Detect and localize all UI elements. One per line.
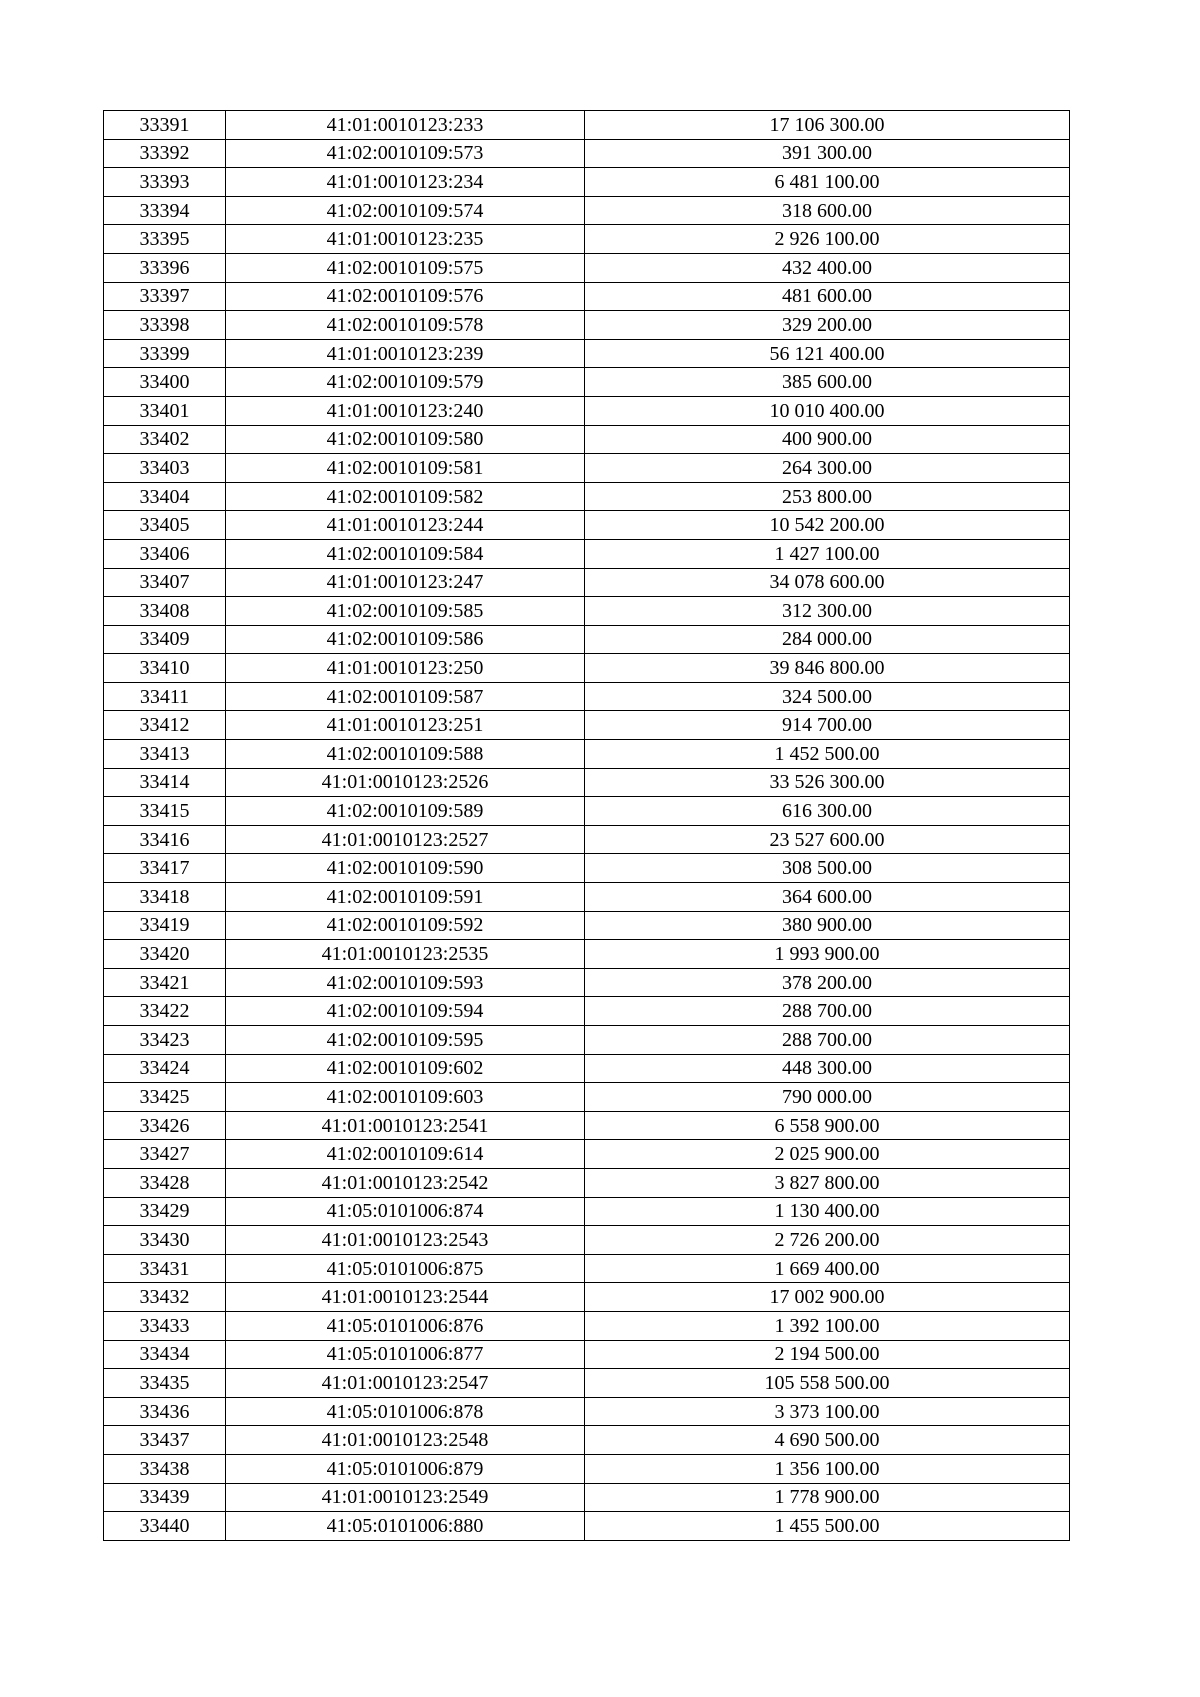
cadastral-number-cell: 41:02:0010109:590 <box>226 854 585 883</box>
value-cell: 790 000.00 <box>585 1083 1070 1112</box>
cadastral-number-cell: 41:01:0010123:2548 <box>226 1426 585 1455</box>
value-cell: 2 194 500.00 <box>585 1340 1070 1369</box>
table-row <box>104 1111 1070 1140</box>
cadastral-number-cell: 41:05:0101006:874 <box>226 1197 585 1226</box>
table-row <box>104 1026 1070 1055</box>
row-number-cell: 33434 <box>104 1340 226 1369</box>
row-number-cell: 33396 <box>104 253 226 282</box>
value-cell: 329 200.00 <box>585 311 1070 340</box>
row-number-cell: 33406 <box>104 539 226 568</box>
row-number-cell: 33436 <box>104 1397 226 1426</box>
value-cell: 253 800.00 <box>585 482 1070 511</box>
table-body <box>104 111 1070 1541</box>
value-cell: 6 558 900.00 <box>585 1111 1070 1140</box>
value-cell: 1 392 100.00 <box>585 1311 1070 1340</box>
value-cell: 400 900.00 <box>585 425 1070 454</box>
table-row <box>104 425 1070 454</box>
cadastral-number-cell: 41:05:0101006:880 <box>226 1512 585 1541</box>
cadastral-number-cell: 41:01:0010123:2547 <box>226 1369 585 1398</box>
cadastral-number-cell: 41:02:0010109:573 <box>226 139 585 168</box>
row-number-cell: 33409 <box>104 625 226 654</box>
table-row <box>104 654 1070 683</box>
cadastral-number-cell: 41:05:0101006:878 <box>226 1397 585 1426</box>
cadastral-number-cell: 41:02:0010109:575 <box>226 253 585 282</box>
cadastral-number-cell: 41:02:0010109:579 <box>226 368 585 397</box>
cadastral-number-cell: 41:01:0010123:250 <box>226 654 585 683</box>
cadastral-number-cell: 41:01:0010123:2542 <box>226 1168 585 1197</box>
table-row <box>104 768 1070 797</box>
value-cell: 105 558 500.00 <box>585 1369 1070 1398</box>
cadastral-number-cell: 41:02:0010109:578 <box>226 311 585 340</box>
row-number-cell: 33420 <box>104 940 226 969</box>
value-cell: 3 827 800.00 <box>585 1168 1070 1197</box>
table-row <box>104 1311 1070 1340</box>
cadastral-number-cell: 41:02:0010109:587 <box>226 682 585 711</box>
cadastral-number-cell: 41:05:0101006:875 <box>226 1254 585 1283</box>
cadastral-number-cell: 41:05:0101006:879 <box>226 1454 585 1483</box>
row-number-cell: 33411 <box>104 682 226 711</box>
table-row <box>104 997 1070 1026</box>
row-number-cell: 33435 <box>104 1369 226 1398</box>
cadastral-number-cell: 41:01:0010123:244 <box>226 511 585 540</box>
row-number-cell: 33440 <box>104 1512 226 1541</box>
value-cell: 34 078 600.00 <box>585 568 1070 597</box>
cadastral-number-cell: 41:01:0010123:2549 <box>226 1483 585 1512</box>
cadastral-number-cell: 41:01:0010123:233 <box>226 111 585 140</box>
cadastral-number-cell: 41:02:0010109:603 <box>226 1083 585 1112</box>
row-number-cell: 33423 <box>104 1026 226 1055</box>
row-number-cell: 33418 <box>104 883 226 912</box>
table-row <box>104 1454 1070 1483</box>
table-row <box>104 854 1070 883</box>
value-cell: 914 700.00 <box>585 711 1070 740</box>
table-row <box>104 225 1070 254</box>
row-number-cell: 33413 <box>104 740 226 769</box>
value-cell: 2 025 900.00 <box>585 1140 1070 1169</box>
table-row <box>104 454 1070 483</box>
row-number-cell: 33430 <box>104 1226 226 1255</box>
value-cell: 17 002 900.00 <box>585 1283 1070 1312</box>
table-row <box>104 368 1070 397</box>
cadastral-number-cell: 41:02:0010109:576 <box>226 282 585 311</box>
table-row <box>104 311 1070 340</box>
cadastral-number-cell: 41:02:0010109:594 <box>226 997 585 1026</box>
table-row <box>104 1483 1070 1512</box>
row-number-cell: 33405 <box>104 511 226 540</box>
cadastral-number-cell: 41:02:0010109:584 <box>226 539 585 568</box>
row-number-cell: 33399 <box>104 339 226 368</box>
cadastral-number-cell: 41:02:0010109:595 <box>226 1026 585 1055</box>
row-number-cell: 33424 <box>104 1054 226 1083</box>
value-cell: 39 846 800.00 <box>585 654 1070 683</box>
cadastral-number-cell: 41:01:0010123:2526 <box>226 768 585 797</box>
value-cell: 264 300.00 <box>585 454 1070 483</box>
table-row <box>104 1054 1070 1083</box>
cadastral-number-cell: 41:02:0010109:585 <box>226 597 585 626</box>
row-number-cell: 33393 <box>104 168 226 197</box>
table-row <box>104 1426 1070 1455</box>
table-row <box>104 625 1070 654</box>
table-row <box>104 911 1070 940</box>
value-cell: 378 200.00 <box>585 968 1070 997</box>
value-cell: 616 300.00 <box>585 797 1070 826</box>
row-number-cell: 33408 <box>104 597 226 626</box>
row-number-cell: 33438 <box>104 1454 226 1483</box>
table-row <box>104 139 1070 168</box>
row-number-cell: 33419 <box>104 911 226 940</box>
table-row <box>104 968 1070 997</box>
value-cell: 3 373 100.00 <box>585 1397 1070 1426</box>
cadastral-number-cell: 41:01:0010123:2543 <box>226 1226 585 1255</box>
table-row <box>104 797 1070 826</box>
value-cell: 23 527 600.00 <box>585 825 1070 854</box>
value-cell: 1 993 900.00 <box>585 940 1070 969</box>
row-number-cell: 33410 <box>104 654 226 683</box>
value-cell: 380 900.00 <box>585 911 1070 940</box>
row-number-cell: 33395 <box>104 225 226 254</box>
row-number-cell: 33433 <box>104 1311 226 1340</box>
cadastral-number-cell: 41:02:0010109:581 <box>226 454 585 483</box>
value-cell: 1 452 500.00 <box>585 740 1070 769</box>
table-row <box>104 253 1070 282</box>
row-number-cell: 33391 <box>104 111 226 140</box>
row-number-cell: 33394 <box>104 196 226 225</box>
value-cell: 56 121 400.00 <box>585 339 1070 368</box>
value-cell: 10 542 200.00 <box>585 511 1070 540</box>
row-number-cell: 33421 <box>104 968 226 997</box>
cadastral-number-cell: 41:02:0010109:592 <box>226 911 585 940</box>
table-row <box>104 568 1070 597</box>
value-cell: 391 300.00 <box>585 139 1070 168</box>
cadastral-number-cell: 41:01:0010123:251 <box>226 711 585 740</box>
cadastral-number-cell: 41:02:0010109:591 <box>226 883 585 912</box>
table-row <box>104 196 1070 225</box>
row-number-cell: 33397 <box>104 282 226 311</box>
cadastral-number-cell: 41:02:0010109:582 <box>226 482 585 511</box>
row-number-cell: 33403 <box>104 454 226 483</box>
table-row <box>104 682 1070 711</box>
value-cell: 432 400.00 <box>585 253 1070 282</box>
value-cell: 2 726 200.00 <box>585 1226 1070 1255</box>
value-cell: 318 600.00 <box>585 196 1070 225</box>
table-row <box>104 940 1070 969</box>
row-number-cell: 33439 <box>104 1483 226 1512</box>
value-cell: 1 778 900.00 <box>585 1483 1070 1512</box>
row-number-cell: 33400 <box>104 368 226 397</box>
cadastral-number-cell: 41:01:0010123:247 <box>226 568 585 597</box>
row-number-cell: 33412 <box>104 711 226 740</box>
table-row <box>104 1340 1070 1369</box>
value-cell: 1 669 400.00 <box>585 1254 1070 1283</box>
row-number-cell: 33428 <box>104 1168 226 1197</box>
table-row <box>104 1083 1070 1112</box>
value-cell: 385 600.00 <box>585 368 1070 397</box>
cadastral-number-cell: 41:02:0010109:589 <box>226 797 585 826</box>
value-cell: 2 926 100.00 <box>585 225 1070 254</box>
cadastral-number-cell: 41:01:0010123:235 <box>226 225 585 254</box>
table-row <box>104 711 1070 740</box>
row-number-cell: 33416 <box>104 825 226 854</box>
row-number-cell: 33422 <box>104 997 226 1026</box>
cadastral-number-cell: 41:01:0010123:239 <box>226 339 585 368</box>
cadastral-number-cell: 41:01:0010123:2527 <box>226 825 585 854</box>
table-row <box>104 511 1070 540</box>
table-row <box>104 740 1070 769</box>
table-row <box>104 1283 1070 1312</box>
row-number-cell: 33402 <box>104 425 226 454</box>
row-number-cell: 33398 <box>104 311 226 340</box>
value-cell: 10 010 400.00 <box>585 396 1070 425</box>
cadastral-number-cell: 41:05:0101006:877 <box>226 1340 585 1369</box>
table-row <box>104 282 1070 311</box>
table-row <box>104 1254 1070 1283</box>
table-row <box>104 1168 1070 1197</box>
value-cell: 4 690 500.00 <box>585 1426 1070 1455</box>
value-cell: 33 526 300.00 <box>585 768 1070 797</box>
value-cell: 481 600.00 <box>585 282 1070 311</box>
row-number-cell: 33426 <box>104 1111 226 1140</box>
value-cell: 17 106 300.00 <box>585 111 1070 140</box>
cadastral-number-cell: 41:02:0010109:614 <box>226 1140 585 1169</box>
table-row <box>104 539 1070 568</box>
row-number-cell: 33414 <box>104 768 226 797</box>
cadastral-number-cell: 41:01:0010123:2541 <box>226 1111 585 1140</box>
table-row <box>104 1369 1070 1398</box>
cadastral-number-cell: 41:02:0010109:602 <box>226 1054 585 1083</box>
cadastral-number-cell: 41:02:0010109:586 <box>226 625 585 654</box>
data-table <box>103 110 1070 1541</box>
value-cell: 324 500.00 <box>585 682 1070 711</box>
cadastral-number-cell: 41:02:0010109:588 <box>226 740 585 769</box>
value-cell: 1 427 100.00 <box>585 539 1070 568</box>
table-row <box>104 883 1070 912</box>
cadastral-number-cell: 41:05:0101006:876 <box>226 1311 585 1340</box>
cadastral-number-cell: 41:02:0010109:580 <box>226 425 585 454</box>
table-row <box>104 339 1070 368</box>
row-number-cell: 33407 <box>104 568 226 597</box>
row-number-cell: 33417 <box>104 854 226 883</box>
value-cell: 364 600.00 <box>585 883 1070 912</box>
value-cell: 284 000.00 <box>585 625 1070 654</box>
row-number-cell: 33392 <box>104 139 226 168</box>
table-row <box>104 1397 1070 1426</box>
cadastral-number-cell: 41:02:0010109:574 <box>226 196 585 225</box>
value-cell: 448 300.00 <box>585 1054 1070 1083</box>
value-cell: 1 130 400.00 <box>585 1197 1070 1226</box>
row-number-cell: 33401 <box>104 396 226 425</box>
value-cell: 1 356 100.00 <box>585 1454 1070 1483</box>
value-cell: 308 500.00 <box>585 854 1070 883</box>
value-cell: 6 481 100.00 <box>585 168 1070 197</box>
table-row <box>104 597 1070 626</box>
row-number-cell: 33427 <box>104 1140 226 1169</box>
cadastral-number-cell: 41:01:0010123:2544 <box>226 1283 585 1312</box>
row-number-cell: 33432 <box>104 1283 226 1312</box>
value-cell: 312 300.00 <box>585 597 1070 626</box>
row-number-cell: 33425 <box>104 1083 226 1112</box>
row-number-cell: 33437 <box>104 1426 226 1455</box>
value-cell: 1 455 500.00 <box>585 1512 1070 1541</box>
cadastral-number-cell: 41:02:0010109:593 <box>226 968 585 997</box>
value-cell: 288 700.00 <box>585 997 1070 1026</box>
table-row <box>104 1512 1070 1541</box>
table-row <box>104 1226 1070 1255</box>
row-number-cell: 33415 <box>104 797 226 826</box>
table-row <box>104 168 1070 197</box>
cadastral-number-cell: 41:01:0010123:234 <box>226 168 585 197</box>
table-row <box>104 1140 1070 1169</box>
row-number-cell: 33431 <box>104 1254 226 1283</box>
table-row <box>104 482 1070 511</box>
table-row <box>104 1197 1070 1226</box>
row-number-cell: 33404 <box>104 482 226 511</box>
table-row <box>104 396 1070 425</box>
cadastral-number-cell: 41:01:0010123:240 <box>226 396 585 425</box>
row-number-cell: 33429 <box>104 1197 226 1226</box>
cadastral-number-cell: 41:01:0010123:2535 <box>226 940 585 969</box>
table-row <box>104 825 1070 854</box>
table-row <box>104 111 1070 140</box>
value-cell: 288 700.00 <box>585 1026 1070 1055</box>
